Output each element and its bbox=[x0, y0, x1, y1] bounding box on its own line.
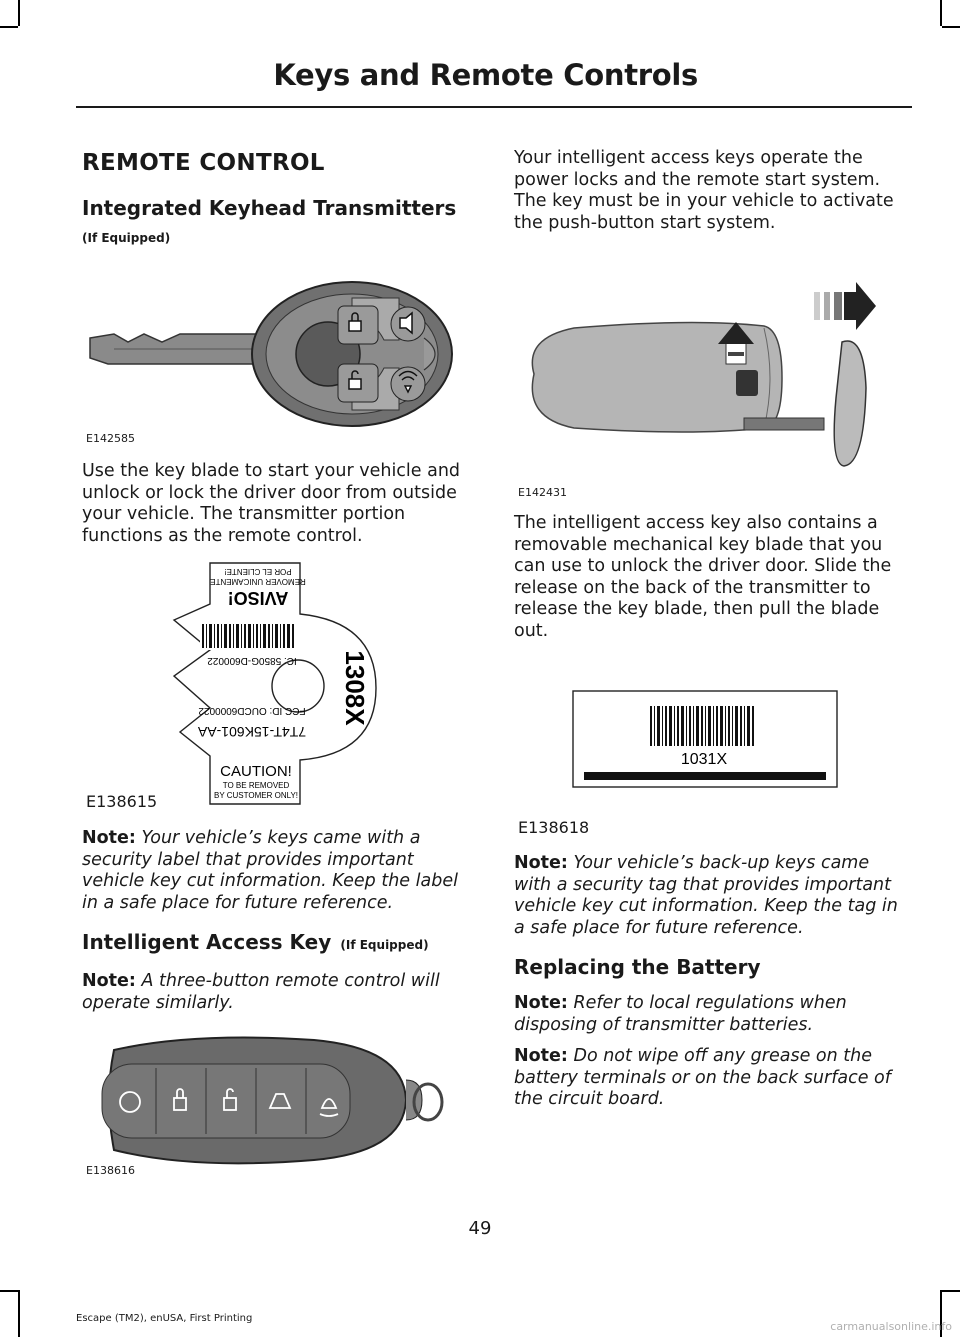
note-line bbox=[514, 993, 847, 1015]
paragraph-line: Your intelligent access keys operate the bbox=[514, 148, 863, 168]
crop-mark bbox=[942, 1290, 960, 1292]
keyhead-transmitter-figure bbox=[84, 276, 464, 436]
subsection-note: (If Equipped) bbox=[82, 231, 171, 245]
paragraph bbox=[514, 513, 891, 642]
note-line bbox=[82, 971, 440, 993]
label-fcc: FCC ID: OUCD6000022 bbox=[198, 705, 306, 716]
note-label: Note: bbox=[514, 993, 568, 1013]
subsection-title: Intelligent Access Key bbox=[82, 930, 332, 954]
label-remover-2: POR EL CLIENTE! bbox=[224, 567, 292, 576]
paragraph-line: The intelligent access key also contains a bbox=[514, 513, 878, 533]
note bbox=[514, 853, 898, 939]
crop-mark bbox=[18, 1290, 20, 1337]
label-ic: IC: 5850G-D600022 bbox=[207, 655, 297, 666]
paragraph-line: your vehicle. The transmitter portion bbox=[82, 504, 406, 524]
subsection-title: Replacing the Battery bbox=[514, 955, 761, 979]
note-line: battery terminals or on the back surface of bbox=[514, 1067, 891, 1088]
note-label: Note: bbox=[514, 853, 568, 873]
note-line: a safe place for future reference. bbox=[514, 917, 804, 938]
note-label: Note: bbox=[82, 828, 136, 848]
note bbox=[82, 971, 440, 1014]
note-line: vehicle key cut information. Keep the label bbox=[82, 871, 458, 891]
paragraph-line: can use to unlock the driver door. Slide the bbox=[514, 556, 892, 576]
note-line bbox=[514, 1046, 891, 1068]
crop-mark bbox=[0, 26, 18, 28]
note bbox=[514, 1046, 891, 1111]
paragraph-line: out. bbox=[514, 620, 549, 641]
note-line: disposing of transmitter batteries. bbox=[514, 1014, 814, 1035]
section-title: REMOTE CONTROL bbox=[82, 150, 325, 176]
intelligent-access-key-figure bbox=[84, 1028, 454, 1178]
note-line: vehicle key cut information. Keep the tag in bbox=[514, 896, 898, 916]
note-line bbox=[82, 828, 458, 850]
subsection-title: Integrated Keyhead Transmitters bbox=[82, 196, 457, 220]
paragraph-line: release the key blade, then pull the blade bbox=[514, 599, 880, 619]
label-hole bbox=[272, 660, 324, 712]
label-caution: CAUTION! bbox=[220, 763, 292, 780]
note-line bbox=[514, 853, 898, 875]
subsection-note: (If Equipped) bbox=[340, 938, 429, 952]
note-text: Your vehicle’s back-up keys came bbox=[567, 853, 870, 873]
paragraph-line: functions as the remote control. bbox=[82, 525, 363, 546]
paragraph-line: removable mechanical key blade that you bbox=[514, 534, 883, 555]
note bbox=[82, 828, 458, 914]
page-number: 49 bbox=[468, 1218, 492, 1239]
figure-code: E138616 bbox=[86, 1164, 135, 1177]
label-barcode bbox=[200, 622, 296, 650]
label-removed-1: TO BE REMOVED bbox=[222, 781, 290, 790]
note-line: the circuit board. bbox=[514, 1089, 665, 1109]
security-tag-figure bbox=[572, 690, 840, 790]
header-rule bbox=[76, 106, 912, 108]
note-line: operate similarly. bbox=[82, 992, 234, 1013]
label-remover-1: REMOVER UNICAMENTE bbox=[210, 577, 306, 586]
subsection-heading bbox=[82, 930, 429, 954]
crop-mark bbox=[942, 26, 960, 28]
publication-footer: Escape (TM2), enUSA, First Printing bbox=[76, 1313, 253, 1324]
page-header-title: Keys and Remote Controls bbox=[273, 58, 698, 92]
figure-code: E138615 bbox=[86, 792, 158, 811]
note-text: A three-button remote control will bbox=[135, 971, 440, 991]
key-blade-tab bbox=[834, 341, 866, 466]
watermark: carmanualsonline.info bbox=[830, 1320, 952, 1333]
paragraph-line: unlock or lock the driver door from outside bbox=[82, 482, 457, 503]
paragraph bbox=[82, 461, 460, 547]
slide-arrow-icon bbox=[814, 282, 876, 330]
figure-code: E142585 bbox=[86, 432, 135, 445]
note-line: with a security tag that provides important bbox=[514, 874, 892, 895]
crop-mark bbox=[940, 0, 942, 26]
label-removed-2: BY CUSTOMER ONLY! bbox=[213, 791, 299, 800]
label-part: 7T4T-15K601-AA bbox=[197, 724, 307, 740]
paragraph-line: Use the key blade to start your vehicle and bbox=[82, 461, 461, 481]
figure-code: E142431 bbox=[518, 486, 567, 499]
note-line: security label that provides important bbox=[82, 849, 414, 870]
note-label: Note: bbox=[82, 971, 136, 991]
paragraph-line: release on the back of the transmitter to bbox=[514, 577, 871, 598]
note-line: in a safe place for future reference. bbox=[82, 892, 394, 913]
security-label-figure bbox=[170, 560, 390, 810]
paragraph-line: the push-button start system. bbox=[514, 212, 776, 233]
note-text: Your vehicle’s keys came with a bbox=[135, 828, 421, 848]
note bbox=[514, 993, 847, 1036]
key-blade-release-figure bbox=[514, 278, 894, 488]
paragraph-line: The key must be in your vehicle to activate bbox=[514, 191, 894, 211]
paragraph-line: power locks and the remote start system. bbox=[514, 169, 881, 190]
paragraph bbox=[514, 148, 894, 234]
note-text: Do not wipe off any grease on the bbox=[567, 1046, 873, 1066]
tag-black-bar bbox=[584, 772, 826, 780]
crop-mark bbox=[0, 1290, 18, 1292]
crop-mark bbox=[18, 0, 20, 26]
tag-code: 1031X bbox=[680, 751, 728, 768]
note-label: Note: bbox=[514, 1046, 568, 1066]
label-code: 1308X bbox=[340, 650, 370, 726]
figure-code: E138618 bbox=[518, 818, 590, 837]
note-text: Refer to local regulations when bbox=[567, 993, 847, 1013]
label-aviso: AVISO! bbox=[227, 588, 289, 608]
